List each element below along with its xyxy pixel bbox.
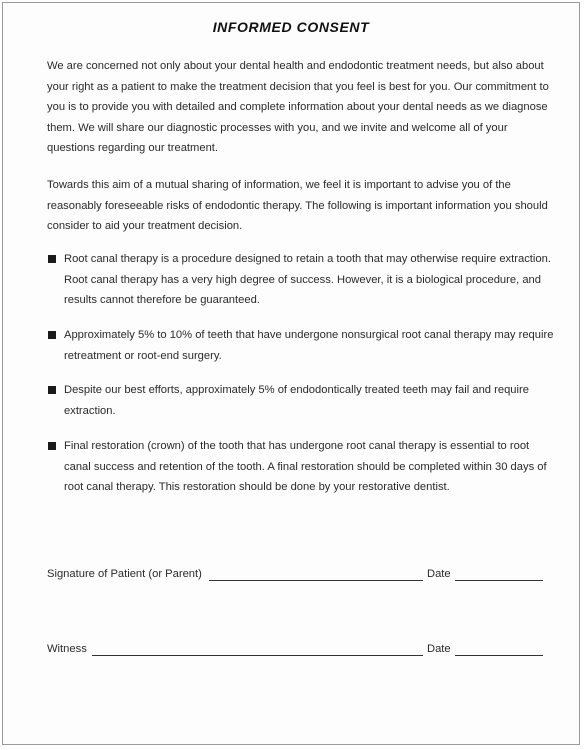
intro-paragraph: We are concerned not only about your dental health and endodontic treatment needs, but also about your right as a patient to make the treatment decision that you feel is best for you. Our commitment to you is to provide you with detailed and complete information about your dental needs as we diagnose them. We will share our diagnostic processes with you, and we invite and welcome all of your questions regarding our treatment. [47,60,549,155]
list-item-text: Final restoration (crown) of the tooth that has undergone root canal therapy is essential to root canal success and retention of the tooth. A final restoration should be completed within 30 days of root canal therapy. This restoration should be done by your restorative dentist. [64,440,547,494]
date-label: Date [427,643,451,655]
list-item-text: Despite our best efforts, approximately 5% of endodontically treated teeth may fail and require extraction. [64,384,529,417]
patient-signature-field[interactable] [209,580,423,581]
list-item [47,436,557,498]
patient-signature-label: Signature of Patient (or Parent) [47,568,202,580]
list-item [47,249,557,311]
consent-form [2,2,580,745]
square-bullet-icon [48,386,56,394]
list-item [47,325,557,366]
form-title: INFORMED CONSENT [212,19,370,35]
witness-label: Witness [47,643,87,655]
square-bullet-icon [48,331,56,339]
date-label: Date [427,568,451,580]
square-bullet-icon [48,255,56,263]
list-item-text: Root canal therapy is a procedure designed to retain a tooth that may otherwise require extraction. Root canal therapy has a very high degree of success. However, it is a biological procedure, and results cannot therefore be guaranteed. [64,253,551,307]
witness-signature-field[interactable] [92,655,423,656]
risks-paragraph: Towards this aim of a mutual sharing of information, we feel it is important to advise you of the reasonably foreseeable risks of endodontic therapy. The following is important information you should consider to aid your treatment decision. [47,179,548,233]
witness-date-field[interactable] [455,655,543,656]
patient-signature-row [47,564,543,584]
square-bullet-icon [48,442,56,450]
list-item-text: Approximately 5% to 10% of teeth that have undergone nonsurgical root canal therapy may require retreatment or root-end surgery. [64,329,554,362]
witness-signature-row [47,639,543,659]
patient-date-field[interactable] [455,580,543,581]
list-item [47,380,557,421]
